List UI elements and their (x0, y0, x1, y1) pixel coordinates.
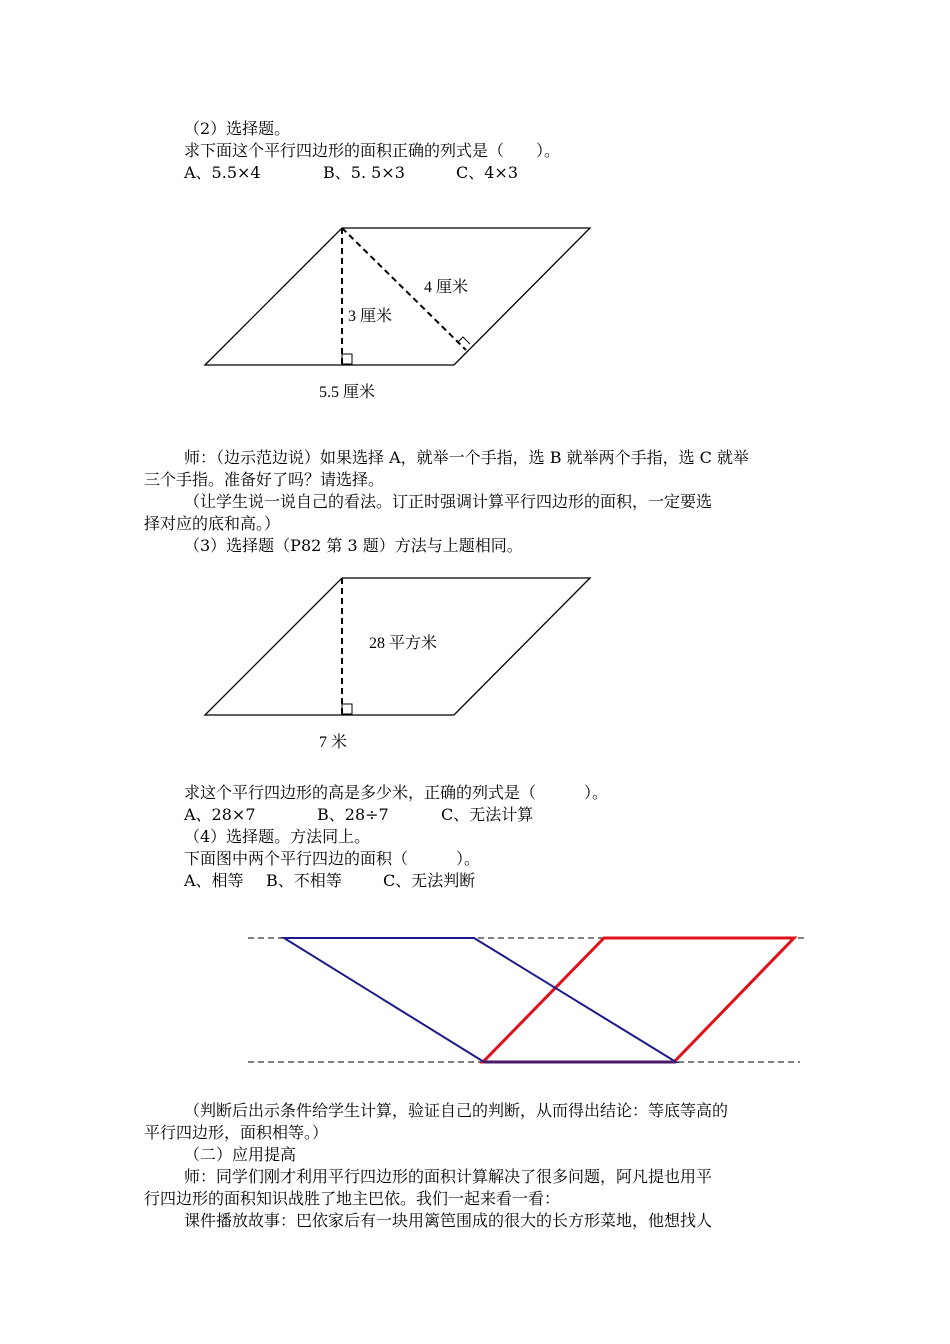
option-c: C、无法计算 (441, 805, 534, 824)
option-b: B、28÷7 (317, 805, 389, 824)
section4-question: 下面图中两个平行四边的面积（ ）。 (184, 849, 481, 868)
teacher1-line1: 师：（边示范边说）如果选择 A，就举一个手指，选 B 就举两个手指，选 C 就举 (184, 448, 749, 467)
blue-parallelogram (284, 938, 676, 1062)
section2-heading: （2）选择题。 (184, 119, 291, 138)
note1-line2: 择对应的底和高。） (144, 514, 281, 533)
option-b: B、5. 5×3 (323, 163, 405, 182)
application-teacher-line2: 行四边形的面积知识战胜了地主巴依。我们一起来看一看： (144, 1189, 561, 1208)
section3-question: 求这个平行四边形的高是多少米，正确的列式是（ ）。 (184, 783, 609, 802)
note2-line2: 平行四边形，面积相等。） (144, 1123, 329, 1142)
note2-line1: （判断后出示条件给学生计算，验证自己的判断，从而得出结论：等底等高的 (184, 1101, 729, 1120)
option-a: A、28×7 (184, 805, 256, 824)
label-area: 28 平方米 (369, 635, 438, 652)
option-c: C、4×3 (456, 163, 519, 182)
label-height: 3 厘米 (348, 308, 393, 325)
section4-heading: （4）选择题。方法同上。 (184, 827, 371, 846)
note1-line1: （让学生说一说自己的看法。订正时强调计算平行四边形的面积，一定要选 (184, 492, 713, 511)
application-teacher-line1: 师：同学们刚才利用平行四边形的面积计算解决了很多问题，阿凡提也用平 (184, 1167, 713, 1186)
label-base-2: 7 米 (319, 734, 348, 751)
option-a: A、相等 (184, 871, 244, 890)
section2-question: 求下面这个平行四边形的面积正确的列式是（ ）。 (184, 141, 561, 160)
label-slant: 4 厘米 (424, 279, 469, 296)
section3-heading: （3）选择题（P82 第 3 题）方法与上题相同。 (184, 536, 523, 555)
label-base: 5.5 厘米 (319, 384, 376, 401)
red-parallelogram (483, 938, 794, 1062)
application-heading: （二）应用提高 (184, 1145, 297, 1164)
option-c: C、无法判断 (383, 871, 476, 890)
option-a: A、5.5×4 (184, 163, 261, 182)
teacher1-line2: 三个手指。准备好了吗？请选择。 (144, 470, 385, 489)
application-story-line: 课件播放故事：巴依家后有一块用篱笆围成的很大的长方形菜地，他想找人 (184, 1211, 713, 1230)
option-b: B、不相等 (266, 871, 342, 890)
